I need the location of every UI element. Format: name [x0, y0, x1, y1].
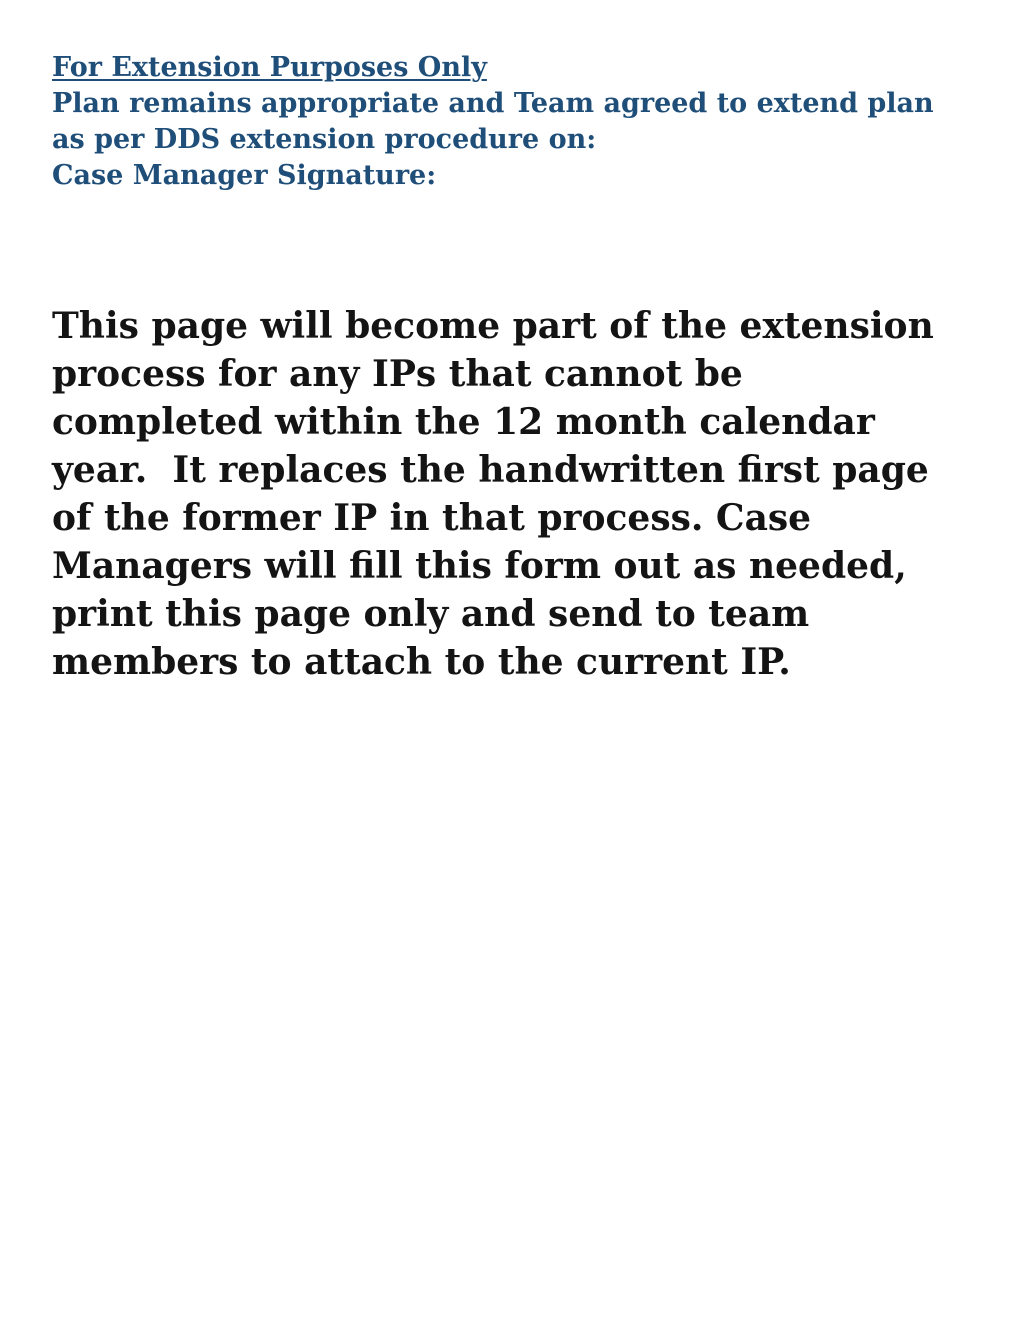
instructions-line: print this page only and send to team	[52, 593, 810, 635]
instructions-line: completed within the 12 month calendar	[52, 401, 875, 443]
extension-section	[52, 50, 992, 194]
extension-agreement-line: Plan remains appropriate and Team agreed to extend plan	[52, 88, 934, 119]
instructions-line: members to attach to the current IP.	[52, 641, 791, 683]
extension-heading: For Extension Purposes Only	[52, 52, 487, 83]
instructions-line: process for any IPs that cannot be	[52, 353, 743, 395]
instructions-line: of the former IP in that process. Case	[52, 497, 812, 539]
instructions-paragraph	[52, 302, 1002, 686]
instructions-line: This page will become part of the extension	[52, 305, 934, 347]
instructions-line: Managers will fill this form out as needed,	[52, 545, 907, 587]
instructions-line: year. It replaces the handwritten first page	[52, 449, 929, 491]
case-manager-signature-label: Case Manager Signature:	[52, 160, 437, 191]
extension-procedure-line: as per DDS extension procedure on:	[52, 124, 597, 155]
